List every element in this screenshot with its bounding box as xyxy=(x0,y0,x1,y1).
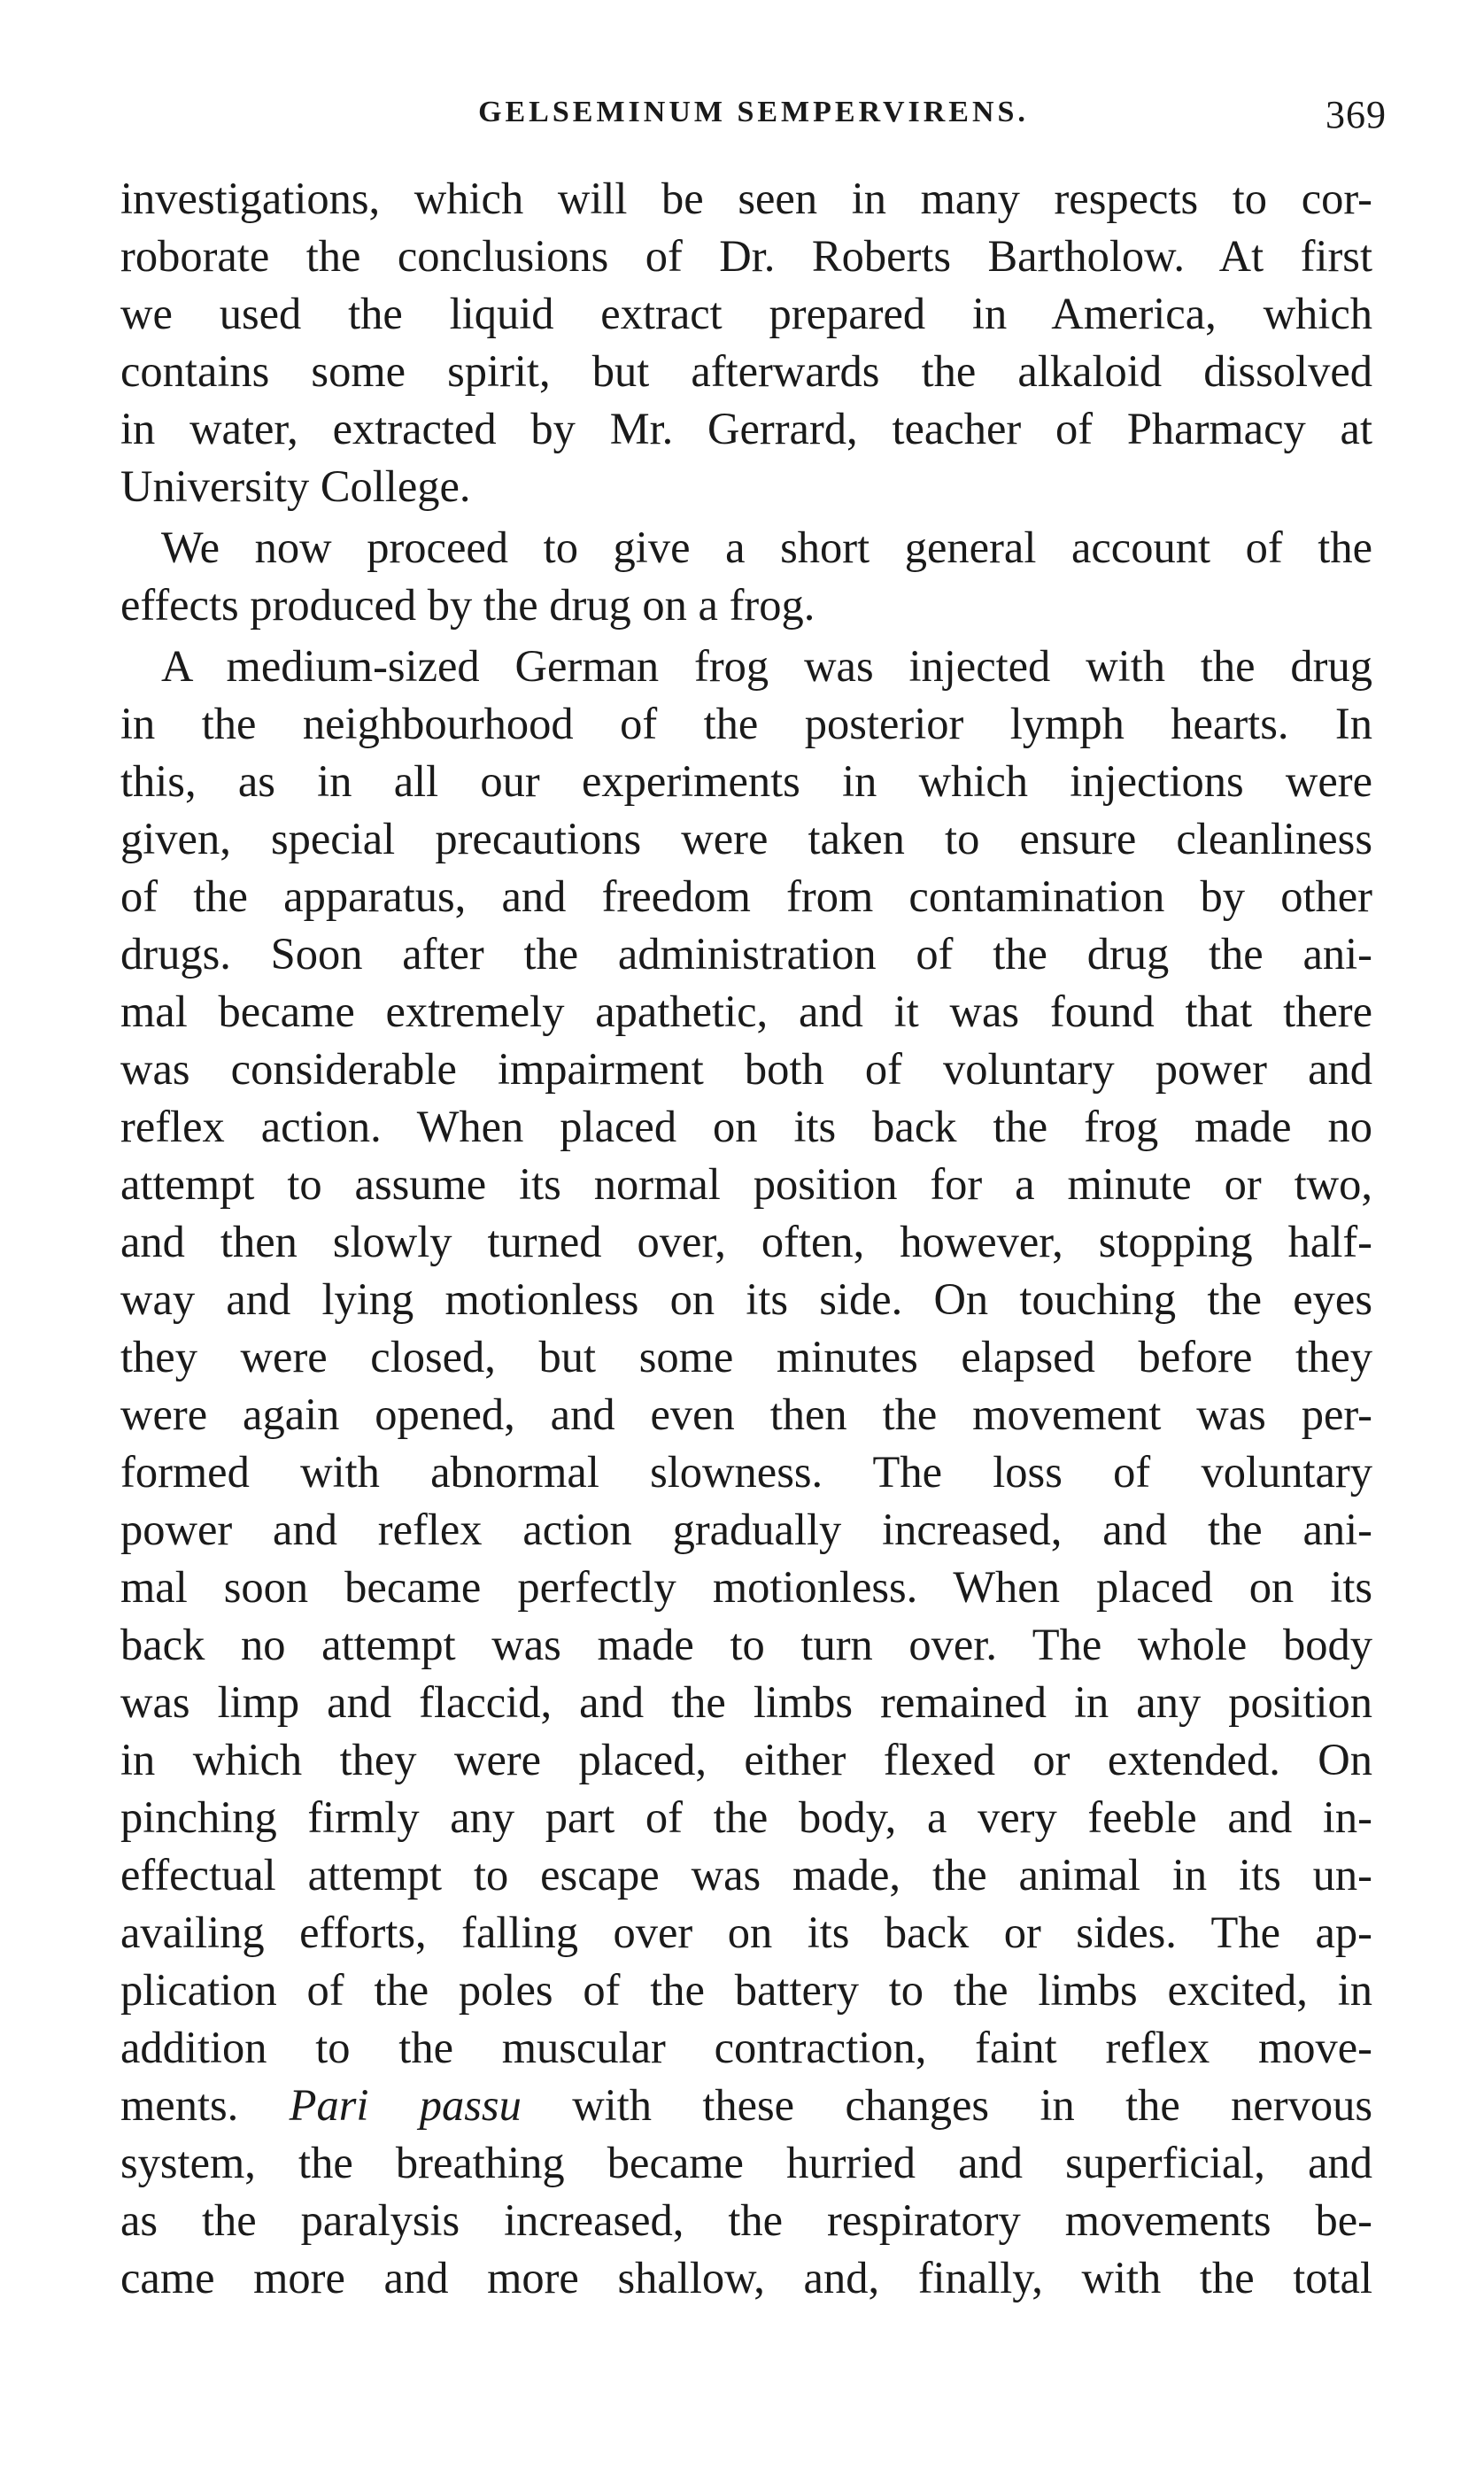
text-line: drugs. Soon after the administration of the drug the ani- xyxy=(120,929,1372,979)
text-line: was considerable impairment both of voluntary power and xyxy=(120,1044,1372,1094)
text-line: was limp and flaccid, and the limbs remained in any position xyxy=(120,1677,1372,1727)
text-line: pinching firmly any part of the body, a very feeble and in- xyxy=(120,1792,1372,1842)
text-fragment: with these changes in the nervous xyxy=(572,2080,1373,2130)
text-line: way and lying motionless on its side. On touching the eyes xyxy=(120,1274,1372,1324)
text-line: addition to the muscular contraction, faint reflex move- xyxy=(120,2023,1372,2072)
text-line: of the apparatus, and freedom from contamination by other xyxy=(120,871,1372,921)
body-text xyxy=(120,170,1372,2307)
text-line: mal became extremely apathetic, and it was found that there xyxy=(120,987,1372,1036)
text-line: came more and more shallow, and, finally, with the total xyxy=(120,2253,1372,2302)
text-line: mal soon became perfectly motionless. When placed on its xyxy=(120,1562,1372,1612)
text-line: effectual attempt to escape was made, the animal in its un- xyxy=(120,1850,1372,1900)
italic-phrase: Pari passu xyxy=(289,2080,522,2130)
text-line: in which they were placed, either flexed or extended. On xyxy=(120,1735,1372,1784)
text-line: given, special precautions were taken to ensure cleanliness xyxy=(120,814,1372,863)
text-line: we used the liquid extract prepared in America, which xyxy=(120,289,1372,338)
text-line: availing efforts, falling over on its back or sides. The ap- xyxy=(120,1908,1372,1957)
text-line: and then slowly turned over, often, however, stopping half- xyxy=(120,1217,1372,1266)
running-title: GELSEMINUM SEMPERVIRENS. xyxy=(478,96,1029,128)
text-line: We now proceed to give a short general account of the xyxy=(161,522,1372,572)
text-line: plication of the poles of the battery to the limbs excited, in xyxy=(120,1965,1372,2015)
text-line: contains some spirit, but afterwards the alkaloid dissolved xyxy=(120,346,1372,396)
text-line: investigations, which will be seen in many respects to cor- xyxy=(120,174,1372,223)
text-line: back no attempt was made to turn over. The whole body xyxy=(120,1620,1372,1669)
text-line: they were closed, but some minutes elapsed before they xyxy=(120,1332,1372,1381)
text-line: attempt to assume its normal position for a minute or two, xyxy=(120,1159,1372,1209)
text-line: in the neighbourhood of the posterior lymph hearts. In xyxy=(120,699,1372,748)
text-line: power and reflex action gradually increased, and the ani- xyxy=(120,1505,1372,1554)
text-line: as the paralysis increased, the respiratory movements be- xyxy=(120,2195,1372,2245)
text-line: reflex action. When placed on its back the frog made no xyxy=(120,1102,1372,1151)
text-line: A medium-sized German frog was injected with the drug xyxy=(161,641,1372,691)
text-line: were again opened, and even then the movement was per- xyxy=(120,1389,1372,1439)
text-line: roborate the conclusions of Dr. Roberts Bartholow. At first xyxy=(120,231,1372,281)
text-line: this, as in all our experiments in which injections were xyxy=(120,756,1372,806)
text-fragment: ments. xyxy=(120,2080,239,2130)
running-head xyxy=(120,93,1387,149)
text-line: University College. xyxy=(120,461,471,511)
text-line: system, the breathing became hurried and superficial, and xyxy=(120,2138,1372,2187)
page-number: 369 xyxy=(1326,93,1387,136)
text-line: formed with abnormal slowness. The loss of voluntary xyxy=(120,1447,1372,1497)
text-line: effects produced by the drug on a frog. xyxy=(120,580,815,630)
text-line: in water, extracted by Mr. Gerrard, teacher of Pharmacy at xyxy=(120,404,1372,453)
text-line-with-italic xyxy=(120,2077,1372,2134)
